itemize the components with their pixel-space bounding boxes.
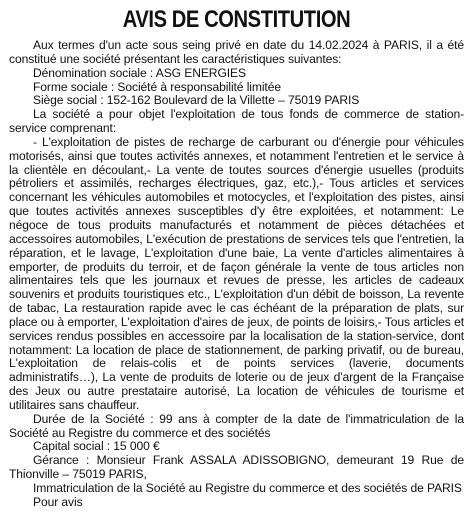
- duration-paragraph: Durée de la Société : 99 ans à compter de la date de l'immatriculation de la Société au Registre du commerce et des sociétés: [9, 411, 464, 440]
- notice-title: AVIS DE CONSTITUTION: [122, 6, 351, 33]
- notice-body: [9, 39, 464, 510]
- legal-notice: [9, 6, 464, 510]
- purpose-intro-paragraph: La société a pour objet l'exploitation de tous fonds de commerce de station-service comprenant:: [9, 107, 464, 136]
- management-paragraph: Gérance : Monsieur Frank ASSALA ADISSOBIGNO, demeurant 19 Rue de Thionville – 75019 PARIS,: [9, 453, 464, 482]
- registered-office-line: Siège social : 152-162 Boulevard de la Villette – 75019 PARIS: [33, 93, 360, 108]
- company-name-line: Dénomination sociale : ASG ENERGIES: [33, 65, 246, 80]
- capital-line: Capital social : 15 000 €: [33, 439, 160, 454]
- legal-form-line: Forme sociale : Société à responsabilité limitée: [33, 79, 281, 94]
- intro-paragraph: Aux termes d'un acte sous seing privé en date du 14.02.2024 à PARIS, il a été constitué une société présentant les caractéristiques suivantes:: [9, 38, 464, 66]
- purpose-details-paragraph: - L'exploitation de pistes de recharge de carburant ou d'énergie pour véhicules motorisés, ainsi que toutes activités annexes, et notamment l'entretien et le service à la clientèle en découlant,- La vente de toutes sources d'énergie usuelles (produits pétroliers et assimilés, recharges électriques, gaz, etc.),- Tous articles et services concernant les véhicules automobiles et motocycles, et l'exploitation des pistes, ainsi que toutes activités annexes susceptibles d'y être exploitées, et notamment: Le négoce de tous produits manufacturés et notamment de pièces détachées et accessoires automobiles, L'exécution de prestations de services tels que l'entretien, la réparation, et le lavage, L'exploitation d'une baie, La vente d'articles alimentaires à emporter, de produits du terroir, et de façon générale la vente de tous articles non alimentaires tels que les journaux et revues de presse, les articles de cadeaux souvenirs et produits touristiques etc., L'exploitation d'un débit de boisson, La revente de tabac, La restauration rapide avec le cas échéant de la préparation de plats, sur place ou à emporter, L'exploitation d'aires de jeux, de points de loisirs,- Tous articles et services rendus possibles en accessoire par la localisation de la station-service, dont notamment: La location de place de stationnement, de parking privatif, ou de bureau, L'exploitation de relais-colis et de points services (laverie, documents administratifs…), La vente de produits de loterie ou de jeux d'argent de la Française des Jeux ou autre prestataire autorisé, La location de véhicules de tourisme et utilitaires sans chauffeur.: [9, 134, 464, 412]
- closing-line: Pour avis: [33, 494, 83, 509]
- registration-line: Immatriculation de la Société au Registre du commerce et des sociétés de PARIS: [33, 481, 462, 495]
